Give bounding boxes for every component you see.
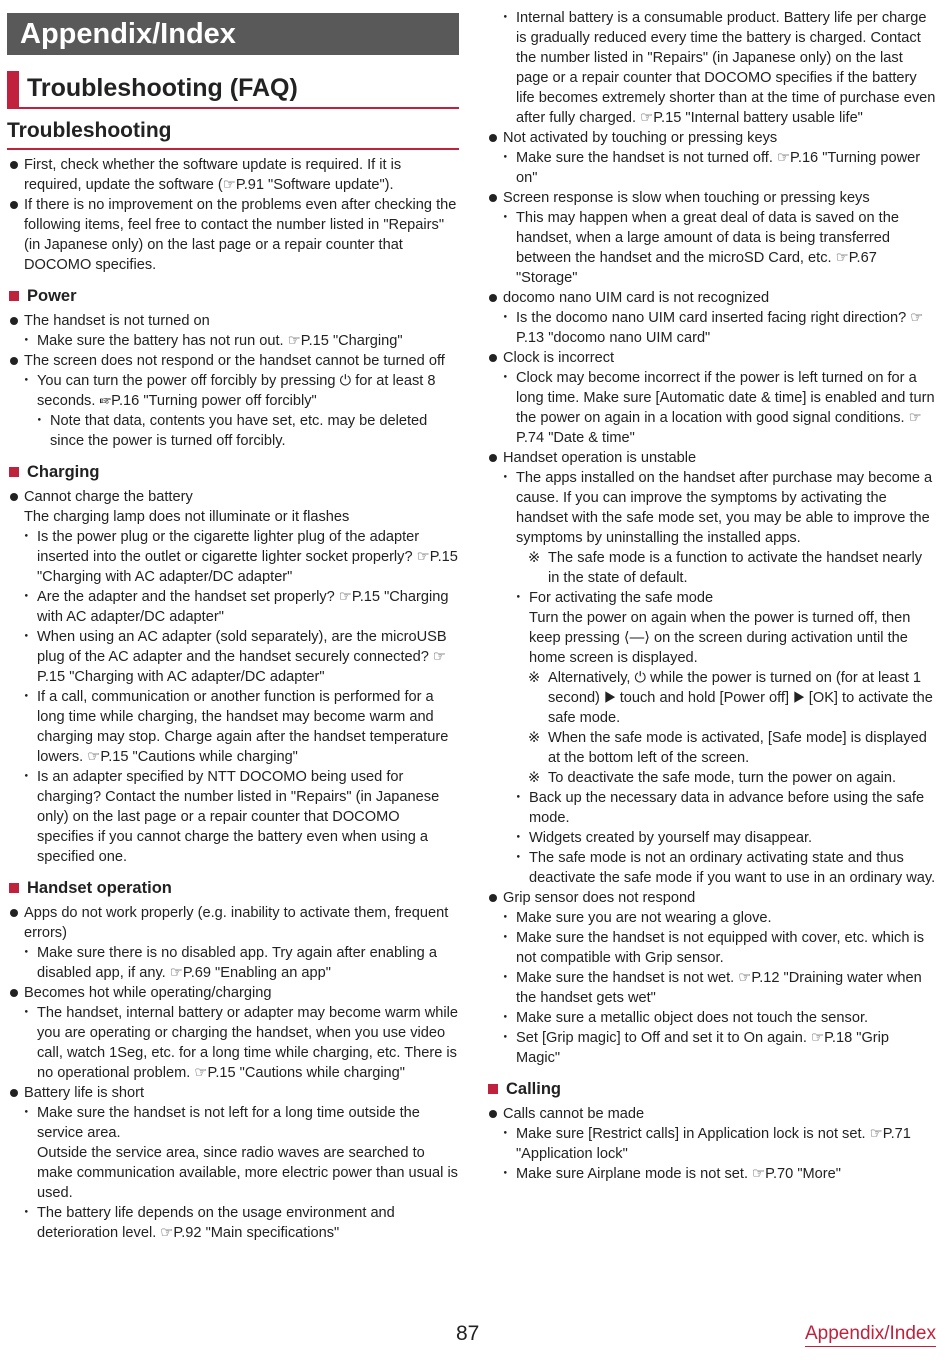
list-item: ・ Make sure a metallic object does not touch the sensor. (486, 1008, 936, 1028)
list-item: The screen does not respond or the handset cannot be turned off (7, 351, 459, 371)
list-item: ・ If a call, communication or another function is performed for a long time while charging, the handset may become warm and charging may stop. Charge again after the handset temperature lowers. ☞P.15 "Cautions while charging" (7, 687, 459, 767)
list-item: Calls cannot be made (486, 1104, 936, 1124)
list-item: ・ Make sure Airplane mode is not set. ☞P.70 "More" (486, 1164, 936, 1184)
list-item: Grip sensor does not respond (486, 888, 936, 908)
list-item: ※ To deactivate the safe mode, turn the power on again. (486, 768, 936, 788)
list-item: ・ The apps installed on the handset after purchase may become a cause. If you can improve the symptoms by activating the handset with the safe mode set, you may be able to improve the symptoms by uninstalling the installed apps. (486, 468, 936, 548)
category-heading: Charging (7, 461, 459, 483)
list-item: First, check whether the software update is required. If it is required, update the software (☞P.91 "Software update"). (7, 155, 459, 195)
category-heading: Calling (486, 1078, 936, 1100)
list-item: ・ Widgets created by yourself may disappear. (486, 828, 936, 848)
list-item: ・ Internal battery is a consumable product. Battery life per charge is gradually reduced every time the battery is charged. Contact the number listed in "Repairs" (in Japanese only) on the last page or a repair counter that DOCOMO specifies if the battery life becomes extremely shorter than at the time of purchase even after fully charged. ☞P.15 "Internal battery usable life" (486, 8, 936, 128)
list-item: ・ You can turn the power off forcibly by pressing ⏻ for at least 8 seconds. ☞P.16 "Turning power off forcibly" (7, 371, 459, 411)
list-item: Turn the power on again when the power is turned off, then keep pressing ⟨—⟩ on the screen during activation until the home screen is displayed. (529, 610, 911, 666)
subsection-title: Troubleshooting (7, 117, 459, 150)
list-item: ・ Make sure [Restrict calls] in Application lock is not set. ☞P.71 "Application lock" (486, 1124, 936, 1164)
list-item: Not activated by touching or pressing keys (486, 128, 936, 148)
list-item: Battery life is short (7, 1083, 459, 1103)
list-item: Cannot charge the battery (7, 487, 459, 507)
list-item: ・ Is an adapter specified by NTT DOCOMO being used for charging? Contact the number listed in "Repairs" (in Japanese only) on the last page or a repair counter that DOCOMO specifies if you cannot charge the battery even when using a specified one. (7, 767, 459, 867)
list-item: ・ Make sure the handset is not left for a long time outside the service area. (7, 1103, 459, 1143)
list-item: The handset is not turned on (7, 311, 459, 331)
list-item: Screen response is slow when touching or pressing keys (486, 188, 936, 208)
list-item: Clock is incorrect (486, 348, 936, 368)
left-column (7, 155, 459, 1243)
list-item: Outside the service area, since radio waves are searched to make communication available, more electric power than usual is used. (37, 1145, 458, 1201)
list-item: ・ Is the power plug or the cigarette lighter plug of the adapter inserted into the outlet or cigarette lighter socket properly? ☞P.15 "Charging with AC adapter/DC adapter" (7, 527, 459, 587)
list-item: ・ This may happen when a great deal of data is saved on the handset, when a large amount of data is being transferred between the handset and the microSD Card, etc. ☞P.67 "Storage" (486, 208, 936, 288)
list-item: ※ When the safe mode is activated, [Safe mode] is displayed at the bottom left of the screen. (486, 728, 936, 768)
list-item: ・ Make sure the battery has not run out. ☞P.15 "Charging" (7, 331, 459, 351)
list-item: Apps do not work properly (e.g. inability to activate them, frequent errors) (7, 903, 459, 943)
list-item: ・ Make sure the handset is not wet. ☞P.12 "Draining water when the handset gets wet" (486, 968, 936, 1008)
list-item: Becomes hot while operating/charging (7, 983, 459, 1003)
section-title: Troubleshooting (FAQ) (7, 71, 459, 109)
list-item: ※ Alternatively, ⏻ while the power is turned on (for at least 1 second) ▶ touch and hold [Power off] ▶ [OK] to activate the safe mode. (486, 668, 936, 728)
chapter-header: Appendix/Index (7, 13, 459, 55)
list-item: ・ Back up the necessary data in advance before using the safe mode. (486, 788, 936, 828)
list-item: ・ Note that data, contents you have set, etc. may be deleted since the power is turned off forcibly. (7, 411, 459, 451)
list-item: ※ The safe mode is a function to activate the handset nearly in the state of default. (486, 548, 936, 588)
list-item: ・ Are the adapter and the handset set properly? ☞P.15 "Charging with AC adapter/DC adapter" (7, 587, 459, 627)
category-heading: Handset operation (7, 877, 459, 899)
list-item: ・ Set [Grip magic] to Off and set it to On again. ☞P.18 "Grip Magic" (486, 1028, 936, 1068)
category-heading: Power (7, 285, 459, 307)
list-item: ・ For activating the safe mode (486, 588, 936, 608)
list-item: ・ Clock may become incorrect if the power is left turned on for a long time. Make sure [Automatic date & time] is enabled and turn the power on again in a location with good signal conditions. ☞P.74 "Date & time" (486, 368, 936, 448)
list-item: ・ Is the docomo nano UIM card inserted facing right direction? ☞P.13 "docomo nano UIM card" (486, 308, 936, 348)
page-number: 87 (456, 1322, 480, 1345)
list-item: ・ Make sure you are not wearing a glove. (486, 908, 936, 928)
list-item: The charging lamp does not illuminate or it flashes (24, 509, 350, 525)
list-item: If there is no improvement on the problems even after checking the following items, feel free to contact the number listed in "Repairs" (in Japanese only) on the last page or a repair counter that DOCOMO specifies. (7, 195, 459, 275)
right-column (486, 8, 936, 1184)
list-item: ・ The safe mode is not an ordinary activating state and thus deactivate the safe mode if you want to use in an ordinary way. (486, 848, 936, 888)
list-item: docomo nano UIM card is not recognized (486, 288, 936, 308)
list-item: ・ The battery life depends on the usage environment and deterioration level. ☞P.92 "Main specifications" (7, 1203, 459, 1243)
list-item: ・ Make sure there is no disabled app. Try again after enabling a disabled app, if any. ☞P.69 "Enabling an app" (7, 943, 459, 983)
list-item: ・ When using an AC adapter (sold separately), are the microUSB plug of the AC adapter and the handset securely connected? ☞P.15 "Charging with AC adapter/DC adapter" (7, 627, 459, 687)
footer-section-link[interactable]: Appendix/Index (805, 1322, 936, 1347)
list-item: ・ The handset, internal battery or adapter may become warm while you are operating or charging the handset, when you use video call, watch 1Seg, etc. for a long time while charging, etc. There is no operational problem. ☞P.15 "Cautions while charging" (7, 1003, 459, 1083)
list-item: Handset operation is unstable (486, 448, 936, 468)
list-item: ・ Make sure the handset is not equipped with cover, etc. which is not compatible with Grip sensor. (486, 928, 936, 968)
list-item: ・ Make sure the handset is not turned off. ☞P.16 "Turning power on" (486, 148, 936, 188)
